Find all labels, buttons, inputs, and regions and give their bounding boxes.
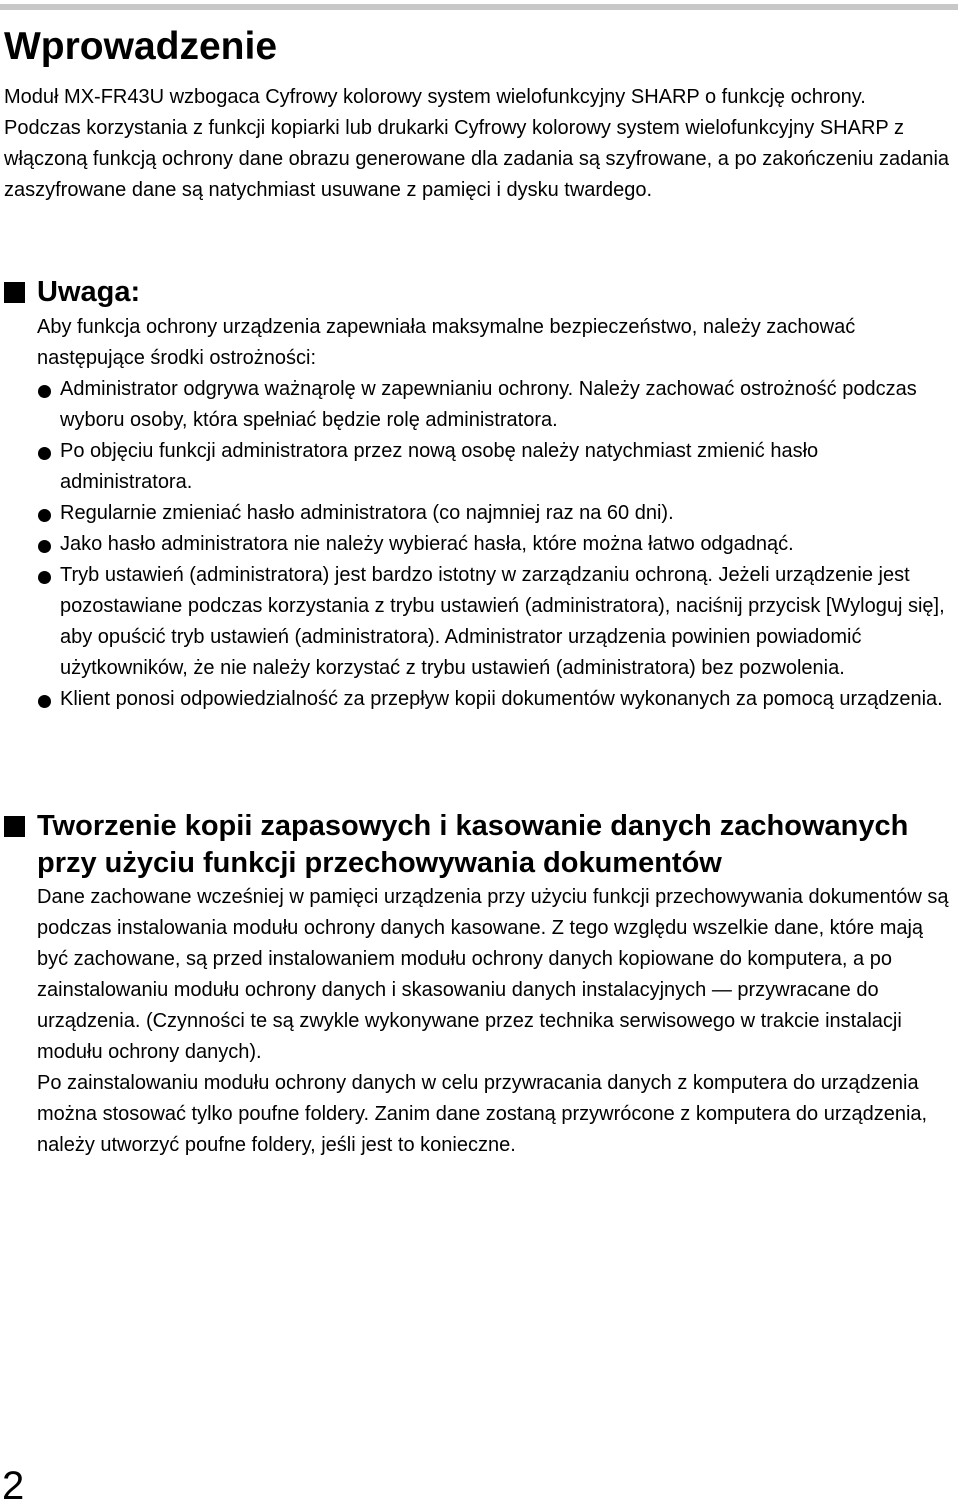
bullet-icon bbox=[38, 695, 51, 708]
list-item bbox=[37, 498, 954, 529]
list-item-text: Jako hasło administratora nie należy wybierać hasła, które można łatwo odgadnąć. bbox=[60, 533, 794, 555]
note-section bbox=[4, 272, 954, 715]
note-heading bbox=[4, 272, 954, 312]
list-item-text: Administrator odgrywa ważnąrolę w zapewnianiu ochrony. Należy zachować ostrożność podczas wyboru osoby, która spełniać będzie rolę administratora. bbox=[60, 378, 917, 431]
intro bbox=[4, 82, 950, 206]
page-number: 2 bbox=[2, 1464, 25, 1508]
backup-heading bbox=[4, 808, 954, 882]
list-item bbox=[37, 684, 954, 715]
list-item bbox=[37, 436, 954, 498]
list-item-text: Klient ponosi odpowiedzialność za przepływ kopii dokumentów wykonanych za pomocą urządzenia. bbox=[60, 688, 943, 710]
backup-heading-text: Tworzenie kopii zapasowych i kasowanie danych zachowanych przy użyciu funkcji przechowywania dokumentów bbox=[37, 810, 909, 879]
page-title: Wprowadzenie bbox=[4, 25, 278, 68]
list-item-text: Po objęciu funkcji administratora przez nową osobę należy natychmiast zmienić hasło administratora. bbox=[60, 440, 819, 493]
list-item bbox=[37, 560, 954, 684]
note-heading-text: Uwaga: bbox=[37, 276, 141, 308]
list-item bbox=[37, 529, 954, 560]
black-square-icon bbox=[4, 282, 25, 303]
top-rule bbox=[0, 4, 958, 10]
intro-paragraph: Podczas korzystania z funkcji kopiarki lub drukarki Cyfrowy kolorowy system wielofunkcyjny SHARP z włączoną funkcją ochrony dane obrazu generowane dla zadania są szyfrowane, a po zakończeniu zadania zaszyfrowane dane są natychmiast usuwane z pamięci i dysku twardego. bbox=[4, 117, 950, 201]
backup-paragraph: Dane zachowane wcześniej w pamięci urządzenia przy użyciu funkcji przechowywania dokumentów są podczas instalowania modułu ochrony danych kasowane. Z tego względu wszelkie dane, które mają być zachowane, są przed instalowaniem modułu ochrony danych kopiowane do komputera, a po zainstalowaniu modułu ochrony danych i skasowaniu danych instalacyjnych — przywracane do urządzenia. (Czynności te są zwykle wykonywane przez technika serwisowego w trakcie instalacji modułu ochrony danych). bbox=[37, 886, 949, 1063]
backup-section bbox=[4, 808, 954, 1161]
bullet-icon bbox=[38, 540, 51, 553]
bullet-icon bbox=[38, 509, 51, 522]
list-item-text: Regularnie zmieniać hasło administratora (co najmniej raz na 60 dni). bbox=[60, 502, 674, 524]
backup-paragraph: Po zainstalowaniu modułu ochrony danych w celu przywracania danych z komputera do urządzenia można stosować tylko poufne foldery. Zanim dane zostaną przywrócone z komputera do urządzenia, należy utworzyć poufne foldery, jeśli jest to konieczne. bbox=[37, 1072, 928, 1156]
black-square-icon bbox=[4, 816, 25, 837]
intro-paragraph: Moduł MX-FR43U wzbogaca Cyfrowy kolorowy system wielofunkcyjny SHARP o funkcję ochrony. bbox=[4, 86, 866, 108]
bullet-icon bbox=[38, 385, 51, 398]
list-item-text: Tryb ustawień (administratora) jest bardzo istotny w zarządzaniu ochroną. Jeżeli urządzenie jest pozostawiane podczas korzystania z trybu ustawień (administratora), naciśnij przycisk [Wyloguj się], aby opuścić tryb ustawień (administratora). Administrator urządzenia powinien powiadomić użytkowników, że nie należy korzystać z trybu ustawień (administratora) bez pozwolenia. bbox=[60, 564, 945, 679]
note-lead: Aby funkcja ochrony urządzenia zapewniała maksymalne bezpieczeństwo, należy zachować następujące środki ostrożności: bbox=[37, 316, 856, 369]
note-bullet-list bbox=[4, 374, 954, 715]
list-item bbox=[37, 374, 954, 436]
bullet-icon bbox=[38, 571, 51, 584]
bullet-icon bbox=[38, 447, 51, 460]
